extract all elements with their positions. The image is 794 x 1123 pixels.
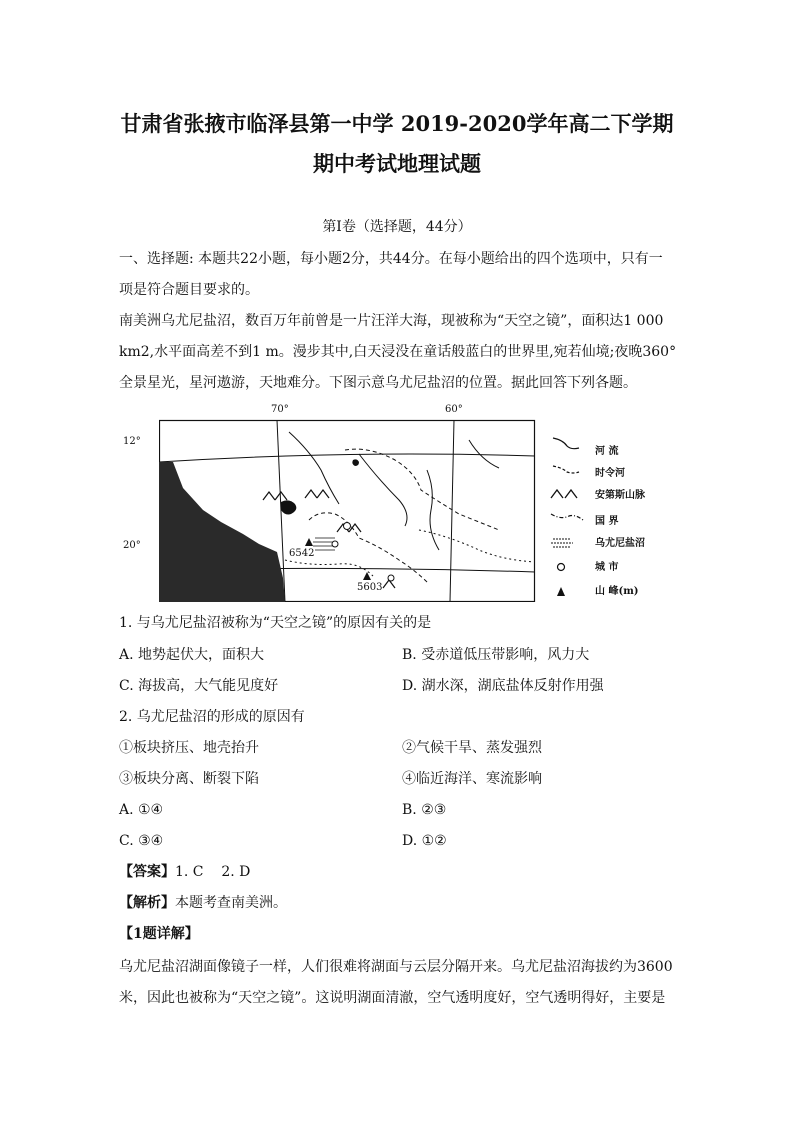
q1-stem: 1. 与乌尤尼盐沼被称为“天空之镜”的原因有关的是 — [119, 615, 432, 631]
q1-option-c: C. 海拔高，大气能见度好 — [119, 678, 279, 694]
legend-city-label: 城 市 — [595, 562, 619, 573]
legend-seasonal-river-label: 时令河 — [595, 468, 625, 479]
analysis-label: 【解析】 — [119, 895, 175, 911]
legend-border-label: 国 界 — [595, 516, 619, 527]
q1-option-d: D. 湖水深，湖底盐体反射作用强 — [402, 678, 604, 694]
river-icon — [549, 436, 585, 450]
section-header: 第Ⅰ卷（选择题，44分） — [322, 219, 472, 235]
answer-label: 【答案】 — [119, 864, 175, 880]
instruction-line-1: 一、选择题: 本题共22小题，每小题2分，共44分。在每小题给出的四个选项中，只有一 — [119, 251, 663, 267]
q2-option-a: A. ①④ — [119, 802, 164, 818]
q2-statement-3: ③板块分离、断裂下陷 — [119, 771, 259, 787]
lon-60-label: 60° — [445, 404, 463, 415]
analysis-text: 本题考查南美洲。 — [175, 895, 287, 911]
doc-title-line-1: 甘肃省张掖市临泽县第一中学 2019-2020学年高二下学期 — [120, 111, 674, 136]
peak-1-label: 6542 — [289, 548, 315, 559]
passage-line-1: 南美洲乌尤尼盐沼，数百万年前曾是一片汪洋大海，现被称为“天空之镜”，面积达1 000 — [119, 313, 664, 329]
andes-mountain-icon — [549, 486, 585, 500]
city-icon — [549, 560, 585, 574]
uyuni-location-map — [123, 404, 536, 602]
legend-andes-label: 安第斯山脉 — [595, 490, 645, 501]
seasonal-river-icon — [549, 462, 585, 476]
peak-icon — [549, 584, 585, 598]
q2-stem: 2. 乌尤尼盐沼的形成的原因有 — [119, 709, 305, 725]
q2-statement-4: ④临近海洋、寒流影响 — [402, 771, 542, 787]
analysis-line — [119, 894, 679, 912]
q2-statement-1: ①板块挤压、地壳抬升 — [119, 740, 259, 756]
q2-option-d: D. ①② — [402, 833, 447, 849]
detail-line-1: 乌尤尼盐沼湖面像镜子一样，人们很难将湖面与云层分隔开来。乌尤尼盐沼海拔约为3600 — [119, 959, 673, 975]
q2-option-b: B. ②③ — [402, 802, 447, 818]
lat-12-label: 12° — [123, 436, 141, 447]
legend-peak-label: 山 峰(m) — [595, 586, 639, 597]
detail-line-2: 米，因此也被称为“天空之镜”。这说明湖面清澈，空气透明度好，空气透明得好，主要是 — [119, 990, 666, 1006]
q1-option-a: A. 地势起伏大，面积大 — [119, 647, 265, 663]
answer-line — [119, 863, 679, 881]
q2-option-c: C. ③④ — [119, 833, 164, 849]
answer-text: 1. C 2. D — [175, 864, 251, 880]
lon-70-label: 70° — [271, 404, 289, 415]
lat-20-label: 20° — [123, 540, 141, 551]
q2-statement-2: ②气候干旱、蒸发强烈 — [402, 740, 542, 756]
legend-river-label: 河 流 — [595, 446, 619, 457]
map-legend — [549, 432, 679, 602]
border-icon — [549, 510, 585, 524]
passage-line-2: km2,水平面高差不到1 m。漫步其中,白天浸没在童话般蓝白的世界里,宛若仙境;夜晚360° — [119, 344, 677, 360]
doc-title-line-2: 期中考试地理试题 — [313, 151, 481, 176]
instruction-line-2: 项是符合题目要求的。 — [119, 282, 259, 298]
map-svg — [159, 410, 536, 602]
passage-line-3: 全景星光，星河遨游，天地难分。下图示意乌尤尼盐沼的位置。据此回答下列各题。 — [119, 375, 637, 391]
q1-option-b: B. 受赤道低压带影响，风力大 — [402, 647, 590, 663]
legend-salt-flat-label: 乌尤尼盐沼 — [595, 538, 645, 549]
peak-2-label: 5603 — [357, 582, 383, 593]
detail-label: 【1题详解】 — [119, 926, 199, 942]
salt-flat-icon — [549, 536, 585, 550]
